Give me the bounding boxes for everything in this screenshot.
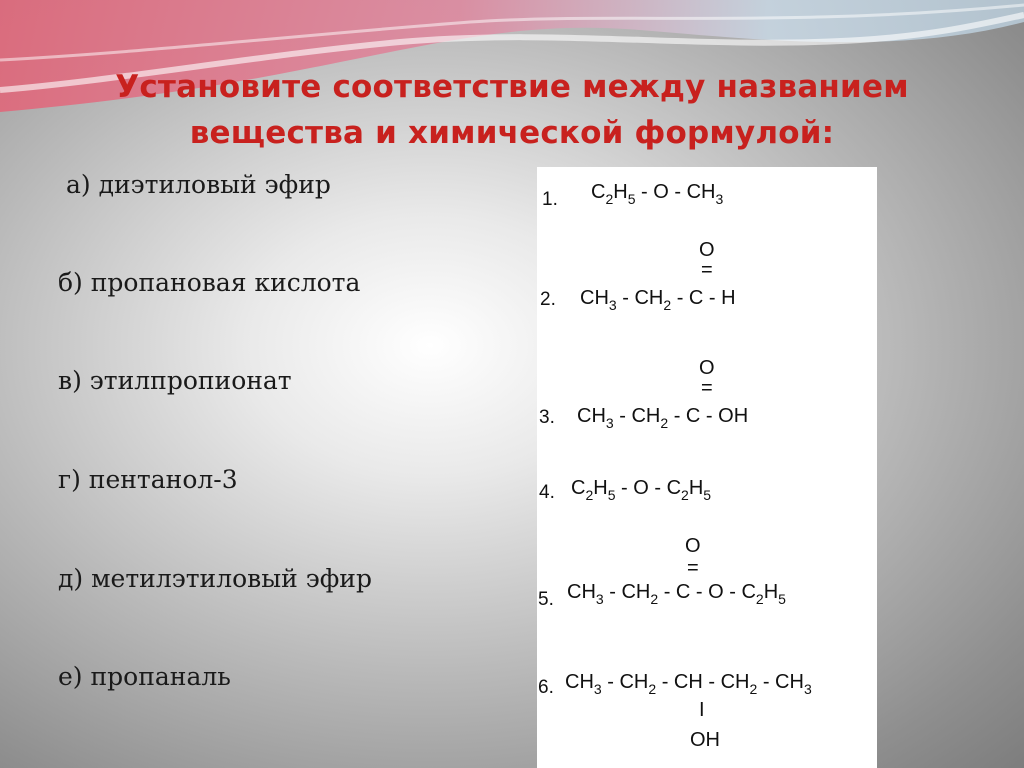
formula-1-text: $C_2H_5$ - O - $CH_3$	[591, 181, 724, 207]
option-f: е) пропаналь	[58, 662, 231, 691]
formula-2-text: $CH_3 - CH_2$ - C - H	[580, 287, 736, 313]
formula-4-text: $C_2H_5$ - O - $C_2H_5$	[571, 477, 712, 503]
title-line-1: Установите соответствие между названием	[115, 69, 909, 105]
formulas-panel: 1. $C_2H_5$ - O - $CH_3$ O = 2. $CH_3 - CH_2$ - C - H O = 3. $CH_3 - CH_2$ - C - OH 4. $C_2H_5$ - O - $C_2H_5$ O = 5. $CH_3 - CH_2$ - C - O - $C_2H_5$ 6. $CH_3 - CH_2$ - CH - $CH_2 - CH_3$ I OH	[537, 167, 877, 768]
title-line-2: вещества и химической формулой:	[189, 115, 835, 151]
formula-3-text: $CH_3 - CH_2$ - C - OH	[577, 405, 749, 431]
formula-6-text: $CH_3 - CH_2$ - CH - $CH_2 - CH_3$	[565, 671, 812, 697]
slide-title	[40, 64, 984, 156]
formula-5-text: $CH_3 - CH_2$ - C - O - $C_2H_5$	[567, 581, 786, 607]
option-d: г) пентанол-3	[58, 465, 238, 494]
option-e: д) метилэтиловый эфир	[58, 564, 372, 593]
option-a: а) диэтиловый эфир	[66, 170, 331, 199]
option-b: б) пропановая кислота	[58, 268, 361, 297]
option-c: в) этилпропионат	[58, 366, 292, 395]
